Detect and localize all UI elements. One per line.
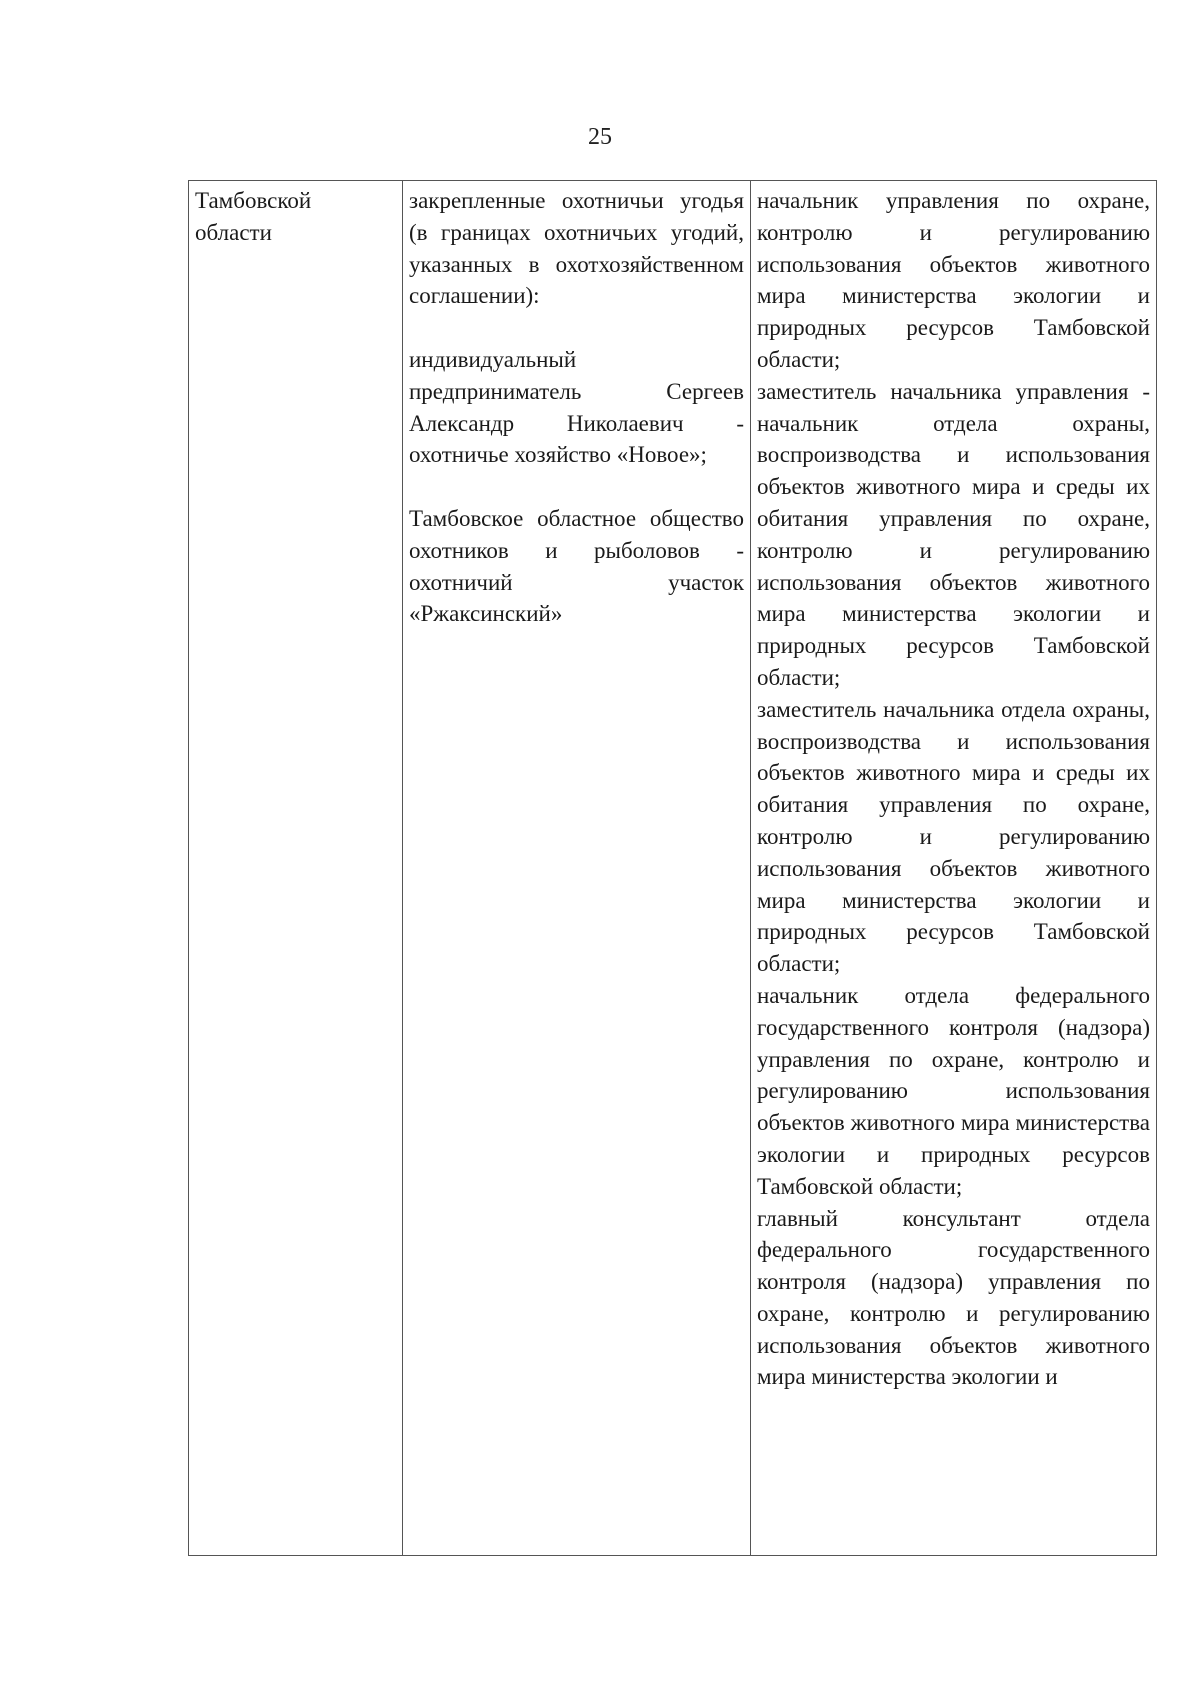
hunting-grounds-cell	[403, 181, 751, 1556]
official-entry: начальник отдела федерального государственного контроля (надзора) управления по охране, контролю и регулированию использования объектов животного мира министерства экологии и природных ресурсов Тамбовской области;	[757, 982, 1150, 1199]
official-entry: заместитель начальника отдела охраны, воспроизводства и использования объектов животного мира и среды их обитания управления по охране, контролю и регулированию использования объектов животного мира министерства экологии и природных ресурсов Тамбовской области;	[757, 696, 1150, 977]
hunting-ground-entry: индивидуальный предприниматель Сергеев Александр Николаевич - охотничье хозяйство «Новое»;	[409, 346, 744, 468]
region-name	[195, 185, 396, 249]
official-entry: главный консультант отдела федерального государственного контроля (надзора) управления по охране, контролю и регулированию использования объектов животного мира министерства экологии и	[757, 1205, 1150, 1390]
region-line: Тамбовской	[195, 188, 312, 213]
official-entry: начальник управления по охране, контролю и регулированию использования объектов животного мира министерства экологии и природных ресурсов Тамбовской области;	[757, 188, 1150, 372]
table-row	[189, 181, 1157, 1556]
hunting-grounds-header: закрепленные охотничьи угодья (в границах охотничьих угодий, указанных в охотхозяйственном соглашении):	[409, 188, 744, 309]
region-cell	[189, 181, 403, 1556]
document-table	[188, 180, 1157, 1556]
officials-cell	[751, 181, 1157, 1556]
region-line: области	[195, 219, 272, 245]
hunting-ground-entry: Тамбовское областное общество охотников и рыболовов - охотничий участок «Ржаксинский»	[409, 505, 744, 627]
official-entry: заместитель начальника управления - начальник отдела охраны, воспроизводства и использования объектов животного мира и среды их обитания управления по охране, контролю и регулированию использования объектов животного мира министерства экологии и природных ресурсов Тамбовской области;	[757, 378, 1150, 690]
page-number: 25	[588, 124, 612, 150]
